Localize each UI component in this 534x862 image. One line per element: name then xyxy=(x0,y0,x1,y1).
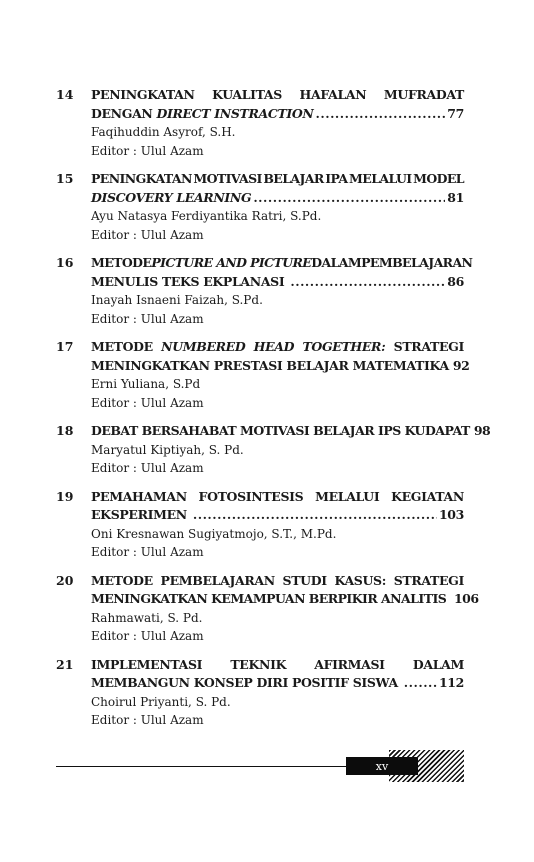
entry-number: 19 xyxy=(56,488,74,504)
title-text: MENINGKATKAN PRESTASI BELAJAR MATEMATIKA xyxy=(91,357,449,373)
title-line xyxy=(91,273,464,292)
entry-author: Faqihuddin Asyrof, S.H. xyxy=(91,125,236,139)
title-text: DENGAN xyxy=(91,105,157,121)
title-word: PEMBELAJARAN xyxy=(160,572,275,588)
entry-number: 18 xyxy=(56,423,74,438)
title-word: STRATEGI xyxy=(393,339,464,354)
title-word: STUDI xyxy=(282,572,327,588)
title-italic: HEAD xyxy=(253,339,295,354)
title-line xyxy=(91,170,464,189)
title-text: MENINGKATKAN KEMAMPUAN BERPIKIR ANALITIS xyxy=(91,591,451,606)
dot-leader xyxy=(290,273,445,292)
entry-title xyxy=(91,338,470,375)
entry-editor: Editor : Ulul Azam xyxy=(91,227,204,242)
title-word: DALAM xyxy=(412,656,464,672)
title-line xyxy=(91,254,473,273)
entry-editor: Editor : Ulul Azam xyxy=(91,311,204,326)
title-word: FOTOSINTESIS xyxy=(198,488,304,504)
toc-entry[interactable] xyxy=(56,254,473,328)
title-word: METODE xyxy=(91,339,153,354)
title-italic: PICTURE AND PICTURE xyxy=(151,255,312,270)
table-of-contents xyxy=(56,86,491,740)
title-word: KEGIATAN xyxy=(391,488,464,504)
title-word: PEMAHAMAN xyxy=(91,488,187,504)
title-line xyxy=(91,105,464,124)
title-word: MELALUI xyxy=(349,171,412,186)
title-line xyxy=(91,572,464,591)
title-word: METODE xyxy=(91,572,153,588)
entry-editor: Editor : Ulul Azam xyxy=(91,713,204,727)
title-line xyxy=(91,590,479,609)
title-word: IMPLEMENTASI xyxy=(91,656,203,672)
entry-title xyxy=(91,170,464,207)
title-word: KASUS: xyxy=(334,572,386,588)
entry-editor: Editor : Ulul Azam xyxy=(91,545,204,559)
toc-entry[interactable] xyxy=(56,422,491,478)
entry-title xyxy=(91,488,464,525)
toc-entry[interactable] xyxy=(56,488,464,562)
entry-number: 21 xyxy=(56,656,74,672)
title-word: MUFRADAT xyxy=(383,87,464,102)
title-line xyxy=(91,189,464,208)
page-number: 106 xyxy=(454,591,479,606)
title-word: MELALUI xyxy=(315,488,380,504)
title-word: TEKNIK xyxy=(230,656,287,672)
title-word: DALAM xyxy=(311,255,362,270)
toc-entry[interactable] xyxy=(56,86,464,160)
title-word: KUALITAS xyxy=(212,87,282,102)
page-number: 92 xyxy=(452,357,470,373)
dot-leader xyxy=(404,674,437,693)
entry-author: Rahmawati, S. Pd. xyxy=(91,610,203,625)
toc-entry[interactable] xyxy=(56,572,479,646)
entry-number: 20 xyxy=(56,572,74,588)
entry-title xyxy=(91,422,491,441)
toc-entry[interactable] xyxy=(56,656,464,730)
footer-page-number: xv xyxy=(346,757,418,775)
title-word: PENINGKATAN xyxy=(91,87,195,102)
entry-title xyxy=(91,86,464,123)
title-word: AFIRMASI xyxy=(314,656,385,672)
entry-number: 15 xyxy=(56,171,74,186)
toc-entry[interactable] xyxy=(56,170,464,244)
title-italic: TOGETHER: xyxy=(302,339,386,354)
entry-title xyxy=(91,656,464,693)
title-word: PEMBELAJARAN xyxy=(361,255,473,270)
dot-leader xyxy=(253,189,445,208)
entry-title xyxy=(91,254,473,291)
entry-author: Erni Yuliana, S.Pd xyxy=(91,377,201,391)
page-number: 86 xyxy=(447,273,464,289)
entry-number: 17 xyxy=(56,339,74,354)
entry-author: Maryatul Kiptiyah, S. Pd. xyxy=(91,442,244,457)
dot-leader xyxy=(193,506,437,525)
title-text: MEMBANGUN KONSEP DIRI POSITIF SISWA xyxy=(91,675,402,690)
title-word: HAFALAN xyxy=(299,87,367,102)
entry-title xyxy=(91,572,479,609)
toc-entry[interactable] xyxy=(56,338,470,412)
title-italic: DIRECT INSTRACTION xyxy=(156,105,314,121)
title-line xyxy=(91,656,464,675)
title-line xyxy=(91,422,491,441)
title-text: MENULIS TEKS EKPLANASI xyxy=(91,273,289,289)
title-word: METODE xyxy=(91,255,152,270)
title-line xyxy=(91,357,470,376)
footer-rule xyxy=(56,766,356,767)
title-italic: NUMBERED xyxy=(161,339,246,354)
entry-number: 14 xyxy=(56,87,74,102)
entry-number: 16 xyxy=(56,255,74,270)
title-line xyxy=(91,488,464,507)
title-line xyxy=(91,86,464,105)
entry-author: Oni Kresnawan Sugiyatmojo, S.T., M.Pd. xyxy=(91,526,337,541)
page-number: 112 xyxy=(438,675,464,690)
entry-editor: Editor : Ulul Azam xyxy=(91,395,204,410)
title-line xyxy=(91,674,464,693)
title-italic: DISCOVERY LEARNING xyxy=(91,189,252,205)
title-word: BELAJAR xyxy=(263,171,324,186)
title-word: IPA xyxy=(325,171,348,186)
entry-editor: Editor : Ulul Azam xyxy=(91,461,204,475)
entry-editor: Editor : Ulul Azam xyxy=(91,629,204,643)
title-word: PENINGKATAN xyxy=(91,171,192,186)
page-number: 77 xyxy=(447,105,464,121)
page-number: 98 xyxy=(473,423,491,438)
title-line xyxy=(91,338,464,357)
entry-author: Choirul Priyanti, S. Pd. xyxy=(91,694,231,709)
page-number: 81 xyxy=(447,189,464,205)
title-word: STRATEGI xyxy=(393,572,464,588)
dot-leader xyxy=(316,105,446,124)
title-line xyxy=(91,506,464,525)
title-word: MODEL xyxy=(413,171,464,186)
title-text: EKSPERIMEN xyxy=(91,507,191,522)
entry-author: Inayah Isnaeni Faizah, S.Pd. xyxy=(91,293,263,307)
title-text: DEBAT BERSAHABAT MOTIVASI BELAJAR IPS KUDAPAT xyxy=(91,423,470,438)
title-word: MOTIVASI xyxy=(193,171,262,186)
entry-author: Ayu Natasya Ferdiyantika Ratri, S.Pd. xyxy=(91,209,322,223)
entry-editor: Editor : Ulul Azam xyxy=(91,143,204,158)
page-number: 103 xyxy=(438,507,464,522)
